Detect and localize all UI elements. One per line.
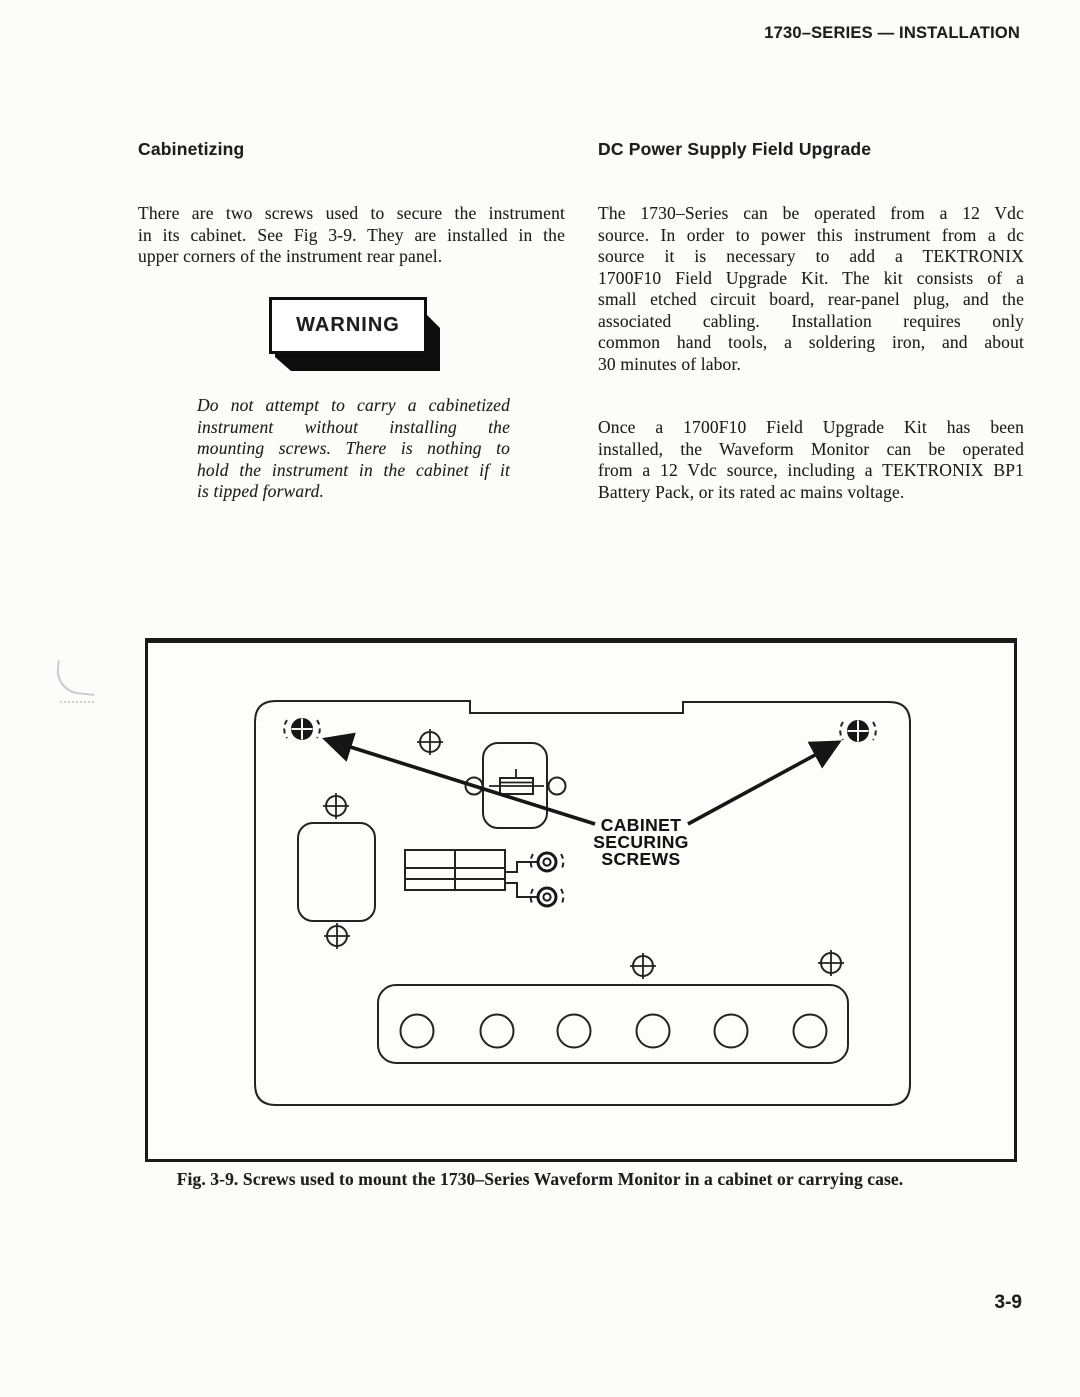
section-heading-cabinetizing: Cabinetizing [138,139,245,159]
text-line: upper corners of the instrument rear panel. [138,246,443,266]
text-line: from a 12 Vdc source, including a TEKTRONIX BP1 [598,460,1024,480]
section-heading-dc-power: DC Power Supply Field Upgrade [598,139,872,159]
text-line: source. In order to power this instrument from a dc [598,224,1024,245]
bnc-connector-strip [378,985,848,1063]
panel-screw-icon [630,953,656,979]
text-line: installed, the Waveform Monitor can be operated [598,438,1024,459]
text-line: associated cabling. Installation requires only [598,310,1024,331]
panel-screw-icon [324,923,350,949]
text-line: hold the instrument in the cabinet if it [197,459,510,480]
text-line: 1700F10 Field Upgrade Kit. The kit consists of a [598,267,1024,288]
figure-caption: Fig. 3-9. Screws used to mount the 1730–Series Waveform Monitor in a cabinet or carrying case. [176,1169,904,1189]
page-number: 3-9 [994,1292,1022,1313]
dc-power-paragraph-1 [598,203,1024,375]
warning-box-frame [269,297,427,354]
text-line: mounting screws. There is nothing to [197,438,510,458]
cabinetizing-paragraph [138,203,565,268]
svg-text:CABINET: CABINET [600,815,682,835]
figure-callout-label [593,815,689,869]
dc-terminal-block [405,850,538,897]
cabinet-securing-screw-left-icon [284,719,320,740]
warning-label: WARNING [296,314,400,336]
panel-screw-icon [417,729,443,755]
dc-power-paragraph-2 [598,417,1024,503]
scan-artifact [54,660,97,696]
svg-text:SCREWS: SCREWS [601,849,681,869]
scan-artifact [60,701,94,703]
connector-cutout [298,823,375,921]
cabinet-securing-screw-right-icon [840,721,876,742]
panel-screw-icon [323,793,349,819]
text-line: Once a 1700F10 Field Upgrade Kit has been [598,417,1024,437]
warning-box [269,297,427,354]
text-line: There are two screws used to secure the instrument [138,203,565,223]
text-line: source it is necessary to add a TEKTRONIX [598,246,1024,266]
text-line: Battery Pack, or its rated ac mains voltage. [598,481,905,502]
caution-paragraph [197,395,510,503]
text-line: common hand tools, a soldering iron, and about [598,332,1024,352]
text-line: 30 minutes of labor. [598,353,741,374]
text-line: instrument without installing the [197,416,510,437]
text-line: is tipped forward. [197,481,324,501]
text-line: Do not attempt to carry a cabinetized [197,395,510,415]
figure-3-9 [145,638,1017,1162]
callout-arrow-left [325,739,595,824]
svg-text:SECURING: SECURING [593,832,689,852]
text-line: The 1730–Series can be operated from a 12 Vdc [598,203,1024,223]
rear-panel-drawing [145,638,1017,1162]
text-line: small etched circuit board, rear-panel plug, and the [598,289,1024,309]
fuse-holder [466,743,566,828]
callout-arrow-right [688,742,839,824]
panel-screw-icon [818,950,844,976]
text-line: in its cabinet. See Fig 3-9. They are installed in the [138,224,565,245]
page-header: 1730–SERIES — INSTALLATION [764,24,1020,42]
